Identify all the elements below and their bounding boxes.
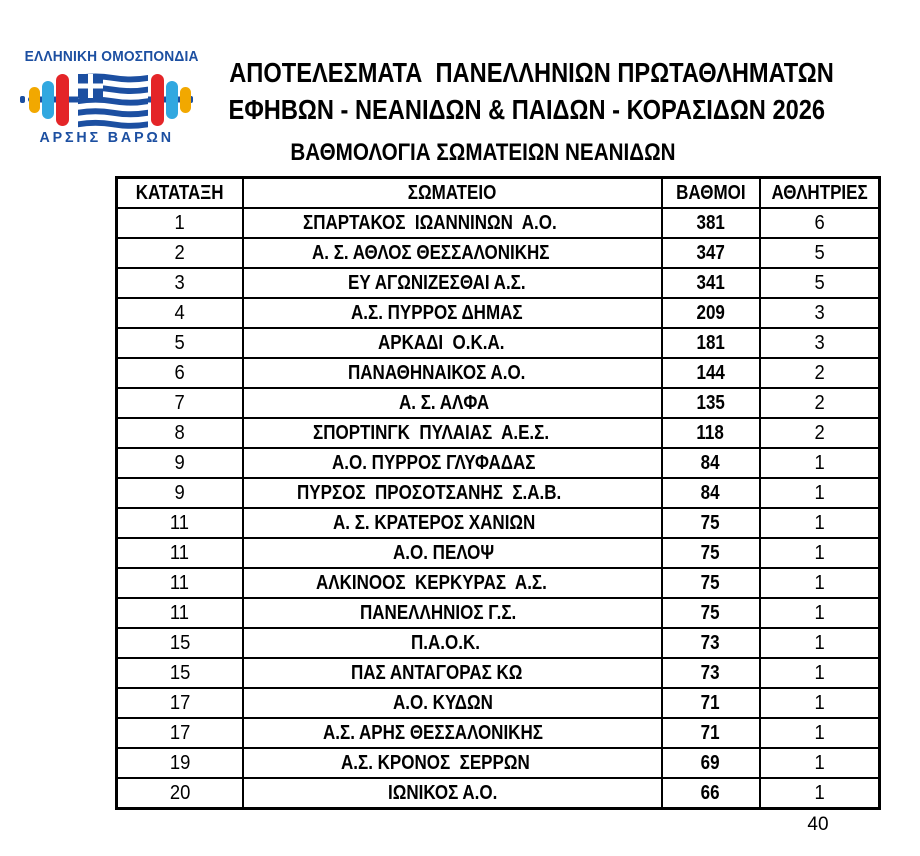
athletes-cell: 1 [760, 538, 880, 568]
club-cell: ΑΛΚΙΝΟΟΣ ΚΕΡΚΥΡΑΣ Α.Σ. [243, 568, 662, 598]
club-cell: Α.Σ. ΑΡΗΣ ΘΕΣΣΑΛΟΝΙΚΗΣ [243, 718, 662, 748]
athletes-cell: 1 [760, 598, 880, 628]
document-title [180, 54, 834, 128]
points-cell: 73 [662, 658, 760, 688]
athletes-cell: 1 [760, 568, 880, 598]
table-row [117, 358, 880, 388]
club-cell: ΙΩΝΙΚΟΣ Α.Ο. [243, 778, 662, 809]
table-row [117, 748, 880, 778]
points-cell: 118 [662, 418, 760, 448]
table-row [117, 628, 880, 658]
club-cell: Α. Σ. ΚΡΑΤΕΡΟΣ ΧΑΝΙΩΝ [243, 508, 662, 538]
rank-cell: 17 [117, 718, 243, 748]
title-line-2: ΕΦΗΒΩΝ - ΝΕΑΝΙΔΩΝ & ΠΑΙΔΩΝ - ΚΟΡΑΣΙΔΩΝ 2026 [228, 94, 826, 125]
table-row [117, 208, 880, 238]
rank-cell: 11 [117, 508, 243, 538]
rank-cell: 15 [117, 658, 243, 688]
points-cell: 75 [662, 538, 760, 568]
federation-name-text: ΕΛΛΗΝΙΚΗ ΟΜΟΣΠΟΝΔΙΑ [24, 49, 199, 65]
points-cell: 135 [662, 388, 760, 418]
athletes-cell: 2 [760, 358, 880, 388]
athletes-cell: 6 [760, 208, 880, 238]
rank-cell: 6 [117, 358, 243, 388]
points-cell: 75 [662, 568, 760, 598]
standings-table [115, 176, 881, 810]
points-cell: 66 [662, 778, 760, 809]
table-row [117, 418, 880, 448]
club-cell: ΠΑΣ ΑΝΤΑΓΟΡΑΣ ΚΩ [243, 658, 662, 688]
points-cell: 181 [662, 328, 760, 358]
rank-cell: 11 [117, 598, 243, 628]
table-row [117, 388, 880, 418]
header-rank: ΚΑΤΑΤΑΞΗ [117, 178, 243, 209]
club-cell: ΕΥ ΑΓΩΝΙΖΕΣΘΑΙ Α.Σ. [243, 268, 662, 298]
athletes-cell: 1 [760, 778, 880, 809]
table-header-row [117, 178, 880, 209]
athletes-cell: 1 [760, 628, 880, 658]
points-cell: 71 [662, 688, 760, 718]
club-cell: ΠΑΝΑΘΗΝΑΙΚΟΣ Α.Ο. [243, 358, 662, 388]
athletes-cell: 1 [760, 688, 880, 718]
federation-sport-text-clipped: ΑΡΣΗΣ ΒΑΡΩΝ [39, 129, 174, 146]
club-cell: Α. Σ. ΑΘΛΟΣ ΘΕΣΣΑΛΟΝΙΚΗΣ [243, 238, 662, 268]
table-row [117, 538, 880, 568]
points-cell: 75 [662, 598, 760, 628]
rank-cell: 8 [117, 418, 243, 448]
rank-cell: 19 [117, 748, 243, 778]
header-points: ΒΑΘΜΟΙ [662, 178, 760, 209]
header-club: ΣΩΜΑΤΕΙΟ [243, 178, 662, 209]
club-cell: ΣΠΟΡΤΙΝΓΚ ΠΥΛΑΙΑΣ Α.Ε.Σ. [243, 418, 662, 448]
athletes-cell: 3 [760, 298, 880, 328]
club-cell: Α.Ο. ΠΥΡΡΟΣ ΓΛΥΦΑΔΑΣ [243, 448, 662, 478]
rank-cell: 5 [117, 328, 243, 358]
points-cell: 75 [662, 508, 760, 538]
rank-cell: 2 [117, 238, 243, 268]
title-line-1: ΑΠΟΤΕΛΕΣΜΑΤΑ ΠΑΝΕΛΛΗΝΙΩΝ ΠΡΩΤΑΘΛΗΜΑΤΩΝ [229, 57, 834, 88]
rank-cell: 17 [117, 688, 243, 718]
table-row [117, 238, 880, 268]
club-cell: Α. Σ. ΑΛΦΑ [243, 388, 662, 418]
club-cell: Π.Α.Ο.Κ. [243, 628, 662, 658]
points-cell: 381 [662, 208, 760, 238]
page-number: 40 [807, 814, 829, 835]
rank-cell: 4 [117, 298, 243, 328]
points-cell: 144 [662, 358, 760, 388]
rank-cell: 9 [117, 478, 243, 508]
table-row [117, 568, 880, 598]
athletes-cell: 2 [760, 418, 880, 448]
club-cell: ΠΑΝΕΛΛΗΝΙΟΣ Γ.Σ. [243, 598, 662, 628]
athletes-cell: 5 [760, 268, 880, 298]
federation-logo [20, 48, 199, 146]
club-cell: ΣΠΑΡΤΑΚΟΣ ΙΩΑΝΝΙΝΩΝ Α.Ο. [243, 208, 662, 238]
athletes-cell: 5 [760, 238, 880, 268]
table-row [117, 688, 880, 718]
athletes-cell: 1 [760, 448, 880, 478]
rank-cell: 3 [117, 268, 243, 298]
table-row [117, 718, 880, 748]
table-subtitle: ΒΑΘΜΟΛΟΓΙΑ ΣΩΜΑΤΕΙΩΝ ΝΕΑΝΙΔΩΝ [290, 139, 676, 166]
club-cell: Α.Σ. ΠΥΡΡΟΣ ΔΗΜΑΣ [243, 298, 662, 328]
barbell-greek-flag-icon [20, 71, 193, 128]
club-cell: ΠΥΡΣΟΣ ΠΡΟΣΟΤΣΑΝΗΣ Σ.Α.Β. [243, 478, 662, 508]
athletes-cell: 1 [760, 718, 880, 748]
table-row [117, 268, 880, 298]
club-cell: ΑΡΚΑΔΙ Ο.Κ.Α. [243, 328, 662, 358]
standings-table-container [115, 176, 881, 810]
athletes-cell: 2 [760, 388, 880, 418]
club-cell: Α.Σ. ΚΡΟΝΟΣ ΣΕΡΡΩΝ [243, 748, 662, 778]
athletes-cell: 1 [760, 658, 880, 688]
table-row [117, 298, 880, 328]
table-row [117, 328, 880, 358]
table-row [117, 448, 880, 478]
athletes-cell: 1 [760, 508, 880, 538]
points-cell: 209 [662, 298, 760, 328]
rank-cell: 15 [117, 628, 243, 658]
points-cell: 341 [662, 268, 760, 298]
rank-cell: 1 [117, 208, 243, 238]
rank-cell: 20 [117, 778, 243, 809]
club-cell: Α.Ο. ΚΥΔΩΝ [243, 688, 662, 718]
rank-cell: 11 [117, 568, 243, 598]
rank-cell: 7 [117, 388, 243, 418]
points-cell: 84 [662, 448, 760, 478]
points-cell: 84 [662, 478, 760, 508]
rank-cell: 11 [117, 538, 243, 568]
points-cell: 71 [662, 718, 760, 748]
table-row [117, 478, 880, 508]
table-row [117, 508, 880, 538]
table-row [117, 778, 880, 809]
rank-cell: 9 [117, 448, 243, 478]
standings-table-body [117, 208, 880, 809]
points-cell: 69 [662, 748, 760, 778]
table-row [117, 658, 880, 688]
athletes-cell: 3 [760, 328, 880, 358]
club-cell: Α.Ο. ΠΕΛΟΨ [243, 538, 662, 568]
points-cell: 73 [662, 628, 760, 658]
header-athletes: ΑΘΛΗΤΡΙΕΣ [760, 178, 880, 209]
table-row [117, 598, 880, 628]
athletes-cell: 1 [760, 748, 880, 778]
points-cell: 347 [662, 238, 760, 268]
athletes-cell: 1 [760, 478, 880, 508]
